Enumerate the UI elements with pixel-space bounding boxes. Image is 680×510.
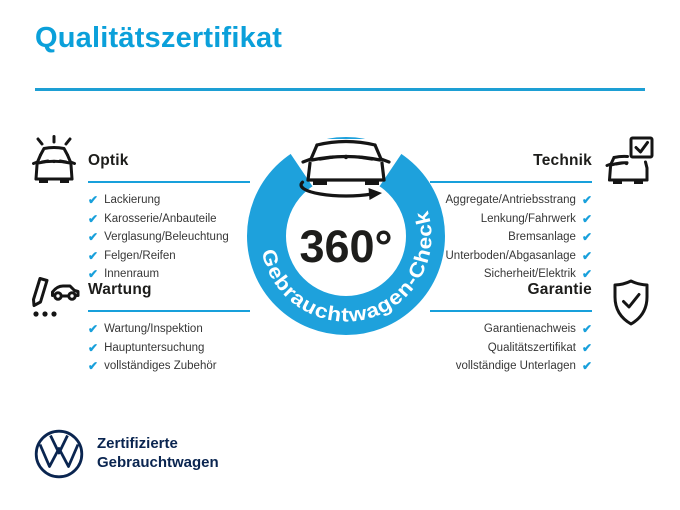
section-divider <box>88 181 250 183</box>
section-divider <box>88 310 250 312</box>
check-item-label: Verglasung/Beleuchtung <box>104 231 229 244</box>
check-item-label: Innenraum <box>104 268 160 281</box>
check-item-label: vollständige Unterlagen <box>455 360 576 373</box>
page-title: Qualitätszertifikat <box>35 22 283 54</box>
check-icon: ✔ <box>581 211 592 226</box>
section-title-wartung: Wartung <box>88 281 152 298</box>
check-icon: ✔ <box>581 230 592 245</box>
pencil-car-icon <box>27 274 81 333</box>
section-optik <box>88 151 250 284</box>
check-item <box>430 210 592 229</box>
check-item-label: Lenkung/Fahrwerk <box>480 212 576 225</box>
section-technik <box>430 151 592 284</box>
check-item-label: Karosserie/Anbauteile <box>104 212 217 225</box>
degree-label: 360° <box>299 221 393 272</box>
check-item <box>88 247 250 266</box>
check-item-label: vollständiges Zubehör <box>104 360 217 373</box>
check-item <box>88 228 250 247</box>
check-item <box>430 228 592 247</box>
checklist-optik <box>88 191 250 284</box>
check-item <box>430 191 592 210</box>
section-garantie <box>430 280 592 376</box>
checklist-wartung <box>88 320 250 376</box>
check-icon: ✔ <box>581 340 592 355</box>
check-item <box>88 339 250 358</box>
check-item-label: Bremsanlage <box>508 231 576 244</box>
check-item-label: Sicherheit/Elektrik <box>483 268 576 281</box>
check-icon: ✔ <box>581 267 592 282</box>
section-title-optik: Optik <box>88 152 129 169</box>
check-item <box>430 320 592 339</box>
check-icon: ✔ <box>88 211 99 226</box>
section-title-garantie: Garantie <box>527 281 592 298</box>
check-item-label: Qualitätszertifikat <box>487 341 576 354</box>
check-icon: ✔ <box>88 230 99 245</box>
section-wartung <box>88 280 250 376</box>
check-item <box>88 191 250 210</box>
brand-claim <box>97 434 219 472</box>
check-icon: ✔ <box>581 322 592 337</box>
check-item-label: Garantienachweis <box>483 323 576 336</box>
check-item-label: Hauptuntersuchung <box>104 341 205 354</box>
check-icon: ✔ <box>88 193 99 208</box>
check-item-label: Wartung/Inspektion <box>104 323 203 336</box>
check-icon: ✔ <box>88 340 99 355</box>
check-icon: ✔ <box>88 248 99 263</box>
check-item <box>88 210 250 229</box>
check-icon: ✔ <box>581 193 592 208</box>
checklist-technik <box>430 191 592 284</box>
check-item <box>430 339 592 358</box>
check-icon: ✔ <box>581 248 592 263</box>
section-divider <box>430 181 592 183</box>
shield-check-icon <box>606 277 656 334</box>
check-item-label: Lackierung <box>104 194 161 207</box>
ring-label: Gebrauchtwagen-Check <box>256 210 437 327</box>
check-item-label: Aggregate/Antriebsstrang <box>445 194 576 207</box>
vw-logo <box>33 428 85 480</box>
brand-claim-line2: Gebrauchtwagen <box>97 454 219 471</box>
section-title-technik: Technik <box>533 152 592 169</box>
section-divider <box>430 310 592 312</box>
check-item-label: Felgen/Reifen <box>104 249 176 262</box>
title-divider <box>35 88 645 91</box>
checklist-garantie <box>430 320 592 376</box>
check-ring-360 <box>240 130 454 342</box>
check-item <box>430 247 592 266</box>
check-icon: ✔ <box>88 359 99 374</box>
check-icon: ✔ <box>88 322 99 337</box>
brand-claim-line1: Zertifizierte <box>97 435 178 452</box>
clean-car-icon <box>27 134 81 193</box>
car-checkbox-icon <box>600 135 656 194</box>
check-item <box>88 320 250 339</box>
check-item <box>430 357 592 376</box>
check-icon: ✔ <box>88 267 99 282</box>
check-item-label: Unterboden/Abgasanlage <box>445 249 576 262</box>
check-icon: ✔ <box>581 359 592 374</box>
check-item <box>88 357 250 376</box>
